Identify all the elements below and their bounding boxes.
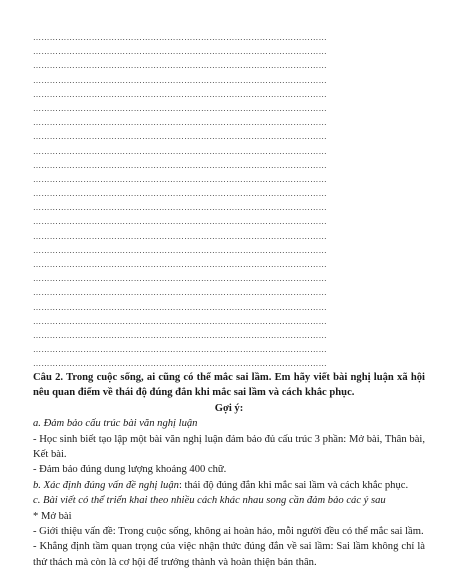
dotted-answer-line: …………………………………………………………………………………………… bbox=[33, 231, 327, 241]
hint-c-title: c. Bài viết có thể triển khai theo nhiều cách khác nhau song cần đảm bảo các ý sau bbox=[33, 495, 386, 507]
hint-a-title: a. Đảm bảo cấu trúc bài văn nghị luận bbox=[33, 418, 198, 430]
affirm-line: - Khẳng định tầm quan trọng của việc nhận thức đúng đắn về sai lầm: Sai lầm không chỉ là thử thách mà còn là cơ hội để trưởng thành và hoàn thiện bản thân. bbox=[33, 541, 425, 568]
dotted-answer-line: …………………………………………………………………………………………… bbox=[33, 47, 327, 57]
dotted-answer-line: …………………………………………………………………………………………… bbox=[33, 160, 327, 170]
dotted-answer-line: …………………………………………………………………………………………… bbox=[33, 189, 327, 199]
dotted-answer-line: …………………………………………………………………………………………… bbox=[33, 203, 327, 213]
hint-a-line-2: - Đảm bảo đúng dung lượng khoảng 400 chữ. bbox=[33, 464, 227, 476]
hint-b-label: b. Xác định đúng vấn đề nghị luận bbox=[33, 479, 179, 491]
question-section bbox=[33, 370, 425, 570]
mo-bai-heading: * Mở bài bbox=[33, 510, 72, 522]
dotted-answer-line: …………………………………………………………………………………………… bbox=[33, 146, 327, 156]
dotted-answer-line: …………………………………………………………………………………………… bbox=[33, 260, 327, 269]
dotted-answer-line: …………………………………………………………………………………………… bbox=[33, 345, 327, 355]
dotted-answer-line: …………………………………………………………………………………………… bbox=[33, 103, 327, 113]
hint-title: Gợi ý: bbox=[214, 402, 244, 414]
dotted-answer-line: …………………………………………………………………………………………… bbox=[33, 274, 327, 284]
hint-a-line-1: - Học sinh biết tạo lập một bài văn nghị luận đảm bảo đủ cấu trúc 3 phần: Mở bài, Thân bài, Kết bài. bbox=[33, 433, 425, 461]
dotted-answer-line: …………………………………………………………………………………………… bbox=[33, 118, 327, 128]
dotted-answer-line: …………………………………………………………………………………………… bbox=[33, 61, 327, 71]
dotted-answer-line: …………………………………………………………………………………………… bbox=[33, 217, 327, 227]
dotted-answer-line: …………………………………………………………………………………………… bbox=[33, 288, 327, 298]
hint-b bbox=[33, 478, 425, 493]
question-text: Câu 2. Trong cuộc sống, ai cũng có thể mắc sai lầm. Em hãy viết bài nghị luận xã hội nêu quan điểm về thái độ đúng đắn khi mắc sai lầm và cách khắc phục. bbox=[33, 372, 425, 399]
dotted-answer-line: …………………………………………………………………………………………… bbox=[33, 174, 327, 184]
dotted-answer-line: …………………………………………………………………………………………… bbox=[33, 75, 327, 85]
dotted-answer-line: …………………………………………………………………………………………… bbox=[33, 316, 327, 326]
dotted-answer-line: …………………………………………………………………………………………… bbox=[33, 132, 327, 142]
dotted-answer-line: …………………………………………………………………………………………… bbox=[33, 330, 327, 340]
dotted-answer-line: …………………………………………………………………………………………… bbox=[33, 245, 327, 255]
intro-line: - Giới thiệu vấn đề: Trong cuộc sống, không ai hoàn hảo, mỗi người đều có thể mắc sai lầm. bbox=[33, 526, 424, 538]
answer-dotted-lines bbox=[33, 31, 425, 372]
dotted-answer-line: …………………………………………………………………………………………… bbox=[33, 302, 327, 312]
hint-b-text: : thái độ đúng đắn khi mắc sai lầm và cách khắc phục. bbox=[178, 479, 409, 491]
dotted-answer-line: …………………………………………………………………………………………… bbox=[33, 359, 327, 369]
dotted-answer-line: …………………………………………………………………………………………… bbox=[33, 33, 327, 42]
dotted-answer-line: …………………………………………………………………………………………… bbox=[33, 89, 327, 99]
